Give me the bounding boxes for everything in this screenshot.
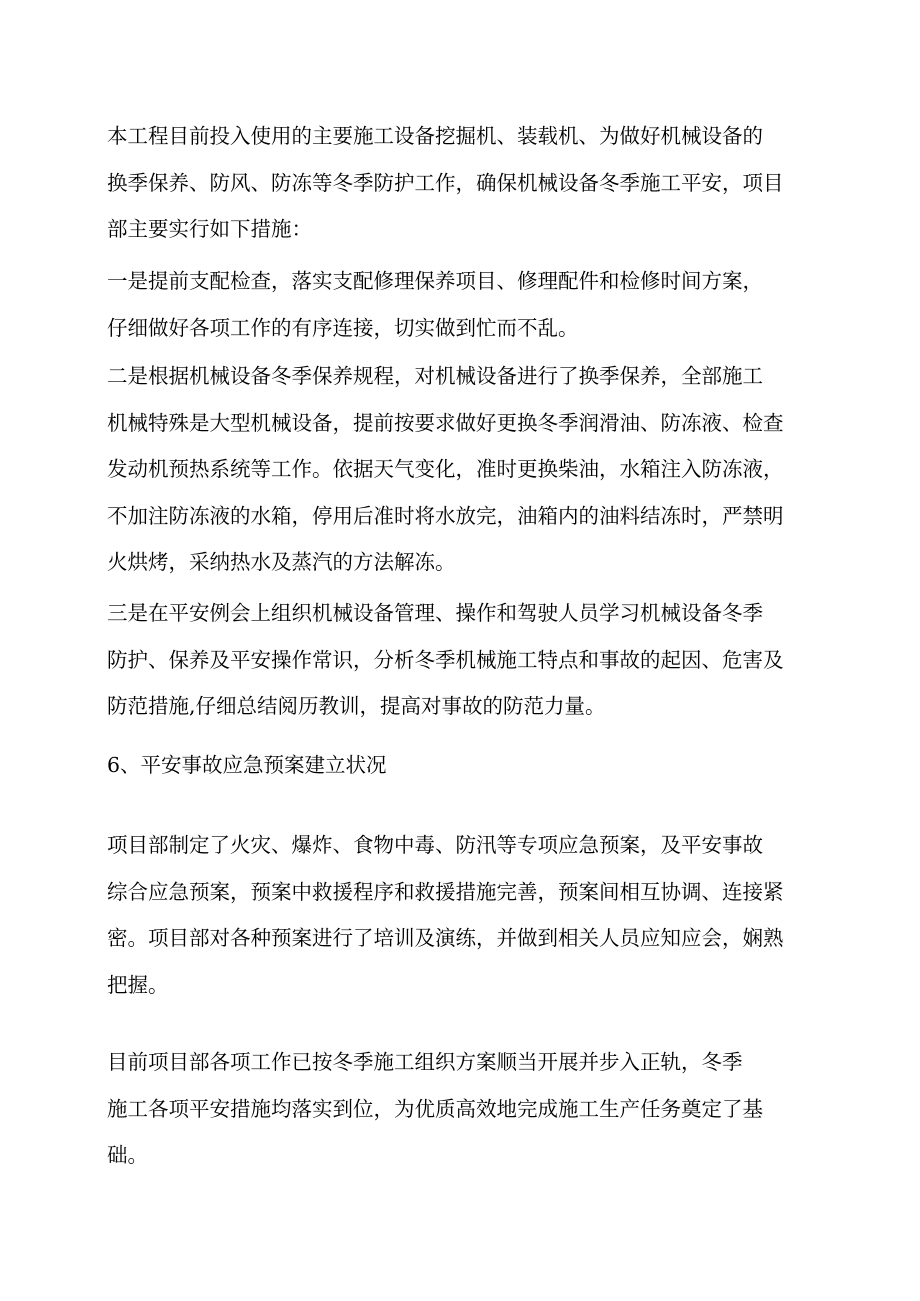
text-line: 机械特殊是大型机械设备，提前按要求做好更换冬季润滑油、防冻液、检查 <box>107 410 784 435</box>
text-line: 三是在平安例会上组织机械设备管理、操作和驾驶人员学习机械设备冬季 <box>107 601 763 625</box>
text-line: 换季保养、防风、防冻等冬季防护工作，确保机械设备冬季施工平安，项目 <box>107 170 784 195</box>
paragraph-measure-three <box>107 590 807 730</box>
paragraph-measure-one <box>107 258 807 351</box>
text-line: 不加注防冻液的水箱，停用后准时将水放完，油箱内的油料结冻时，严禁明 <box>107 503 784 528</box>
text-line: 目前项目部各项工作已按冬季施工组织方案顺当开展并步入正轨，冬季 <box>107 1050 743 1074</box>
text-line: 一是提前支配检查，落实支配修理保养项目、修理配件和检修时间方案， <box>107 269 763 293</box>
text-line: 火烘烤，采纳热水及蒸汽的方法解冻。 <box>107 550 456 574</box>
paragraph-equipment-intro <box>107 113 807 253</box>
text-line: 仔细做好各项工作的有序连接，切实做到忙而不乱。 <box>107 315 579 340</box>
text-line: 密。项目部对各种预案进行了培训及演练，并做到相关人员应知应会，娴熟 <box>107 926 784 950</box>
paragraph-conclusion <box>107 1039 807 1179</box>
section-heading <box>107 742 387 789</box>
text-line: 把握。 <box>107 972 169 997</box>
text-line: 发动机预热系统等工作。依据天气变化，准时更换柴油，水箱注入防冻液， <box>107 457 784 481</box>
text-line: 二是根据机械设备冬季保养规程，对机械设备进行了换季保养，全部施工 <box>107 364 763 388</box>
text-line: 项目部制定了火灾、爆炸、食物中毒、防汛等专项应急预案，及平安事故 <box>107 833 763 857</box>
text-line: 6、平安事故应急预案建立状况 <box>107 753 387 777</box>
text-line: 本工程目前投入使用的主要施工设备挖掘机、装载机、为做好机械设备的 <box>107 124 763 148</box>
paragraph-emergency-plans <box>107 822 807 1008</box>
text-line: 防范措施,仔细总结阅历教训，提高对事故的防范力量。 <box>107 694 606 718</box>
text-line: 施工各项平安措施均落实到位，为优质高效地完成施工生产任务奠定了基 <box>107 1096 763 1121</box>
text-line: 础。 <box>107 1143 148 1167</box>
paragraph-measure-two <box>107 353 807 586</box>
text-line: 防护、保养及平安操作常识，分析冬季机械施工特点和事故的起因、危害及 <box>107 647 784 672</box>
text-line: 综合应急预案，预案中救援程序和救援措施完善，预案间相互协调、连接紧 <box>107 879 784 904</box>
text-line: 部主要实行如下措施： <box>107 217 312 241</box>
